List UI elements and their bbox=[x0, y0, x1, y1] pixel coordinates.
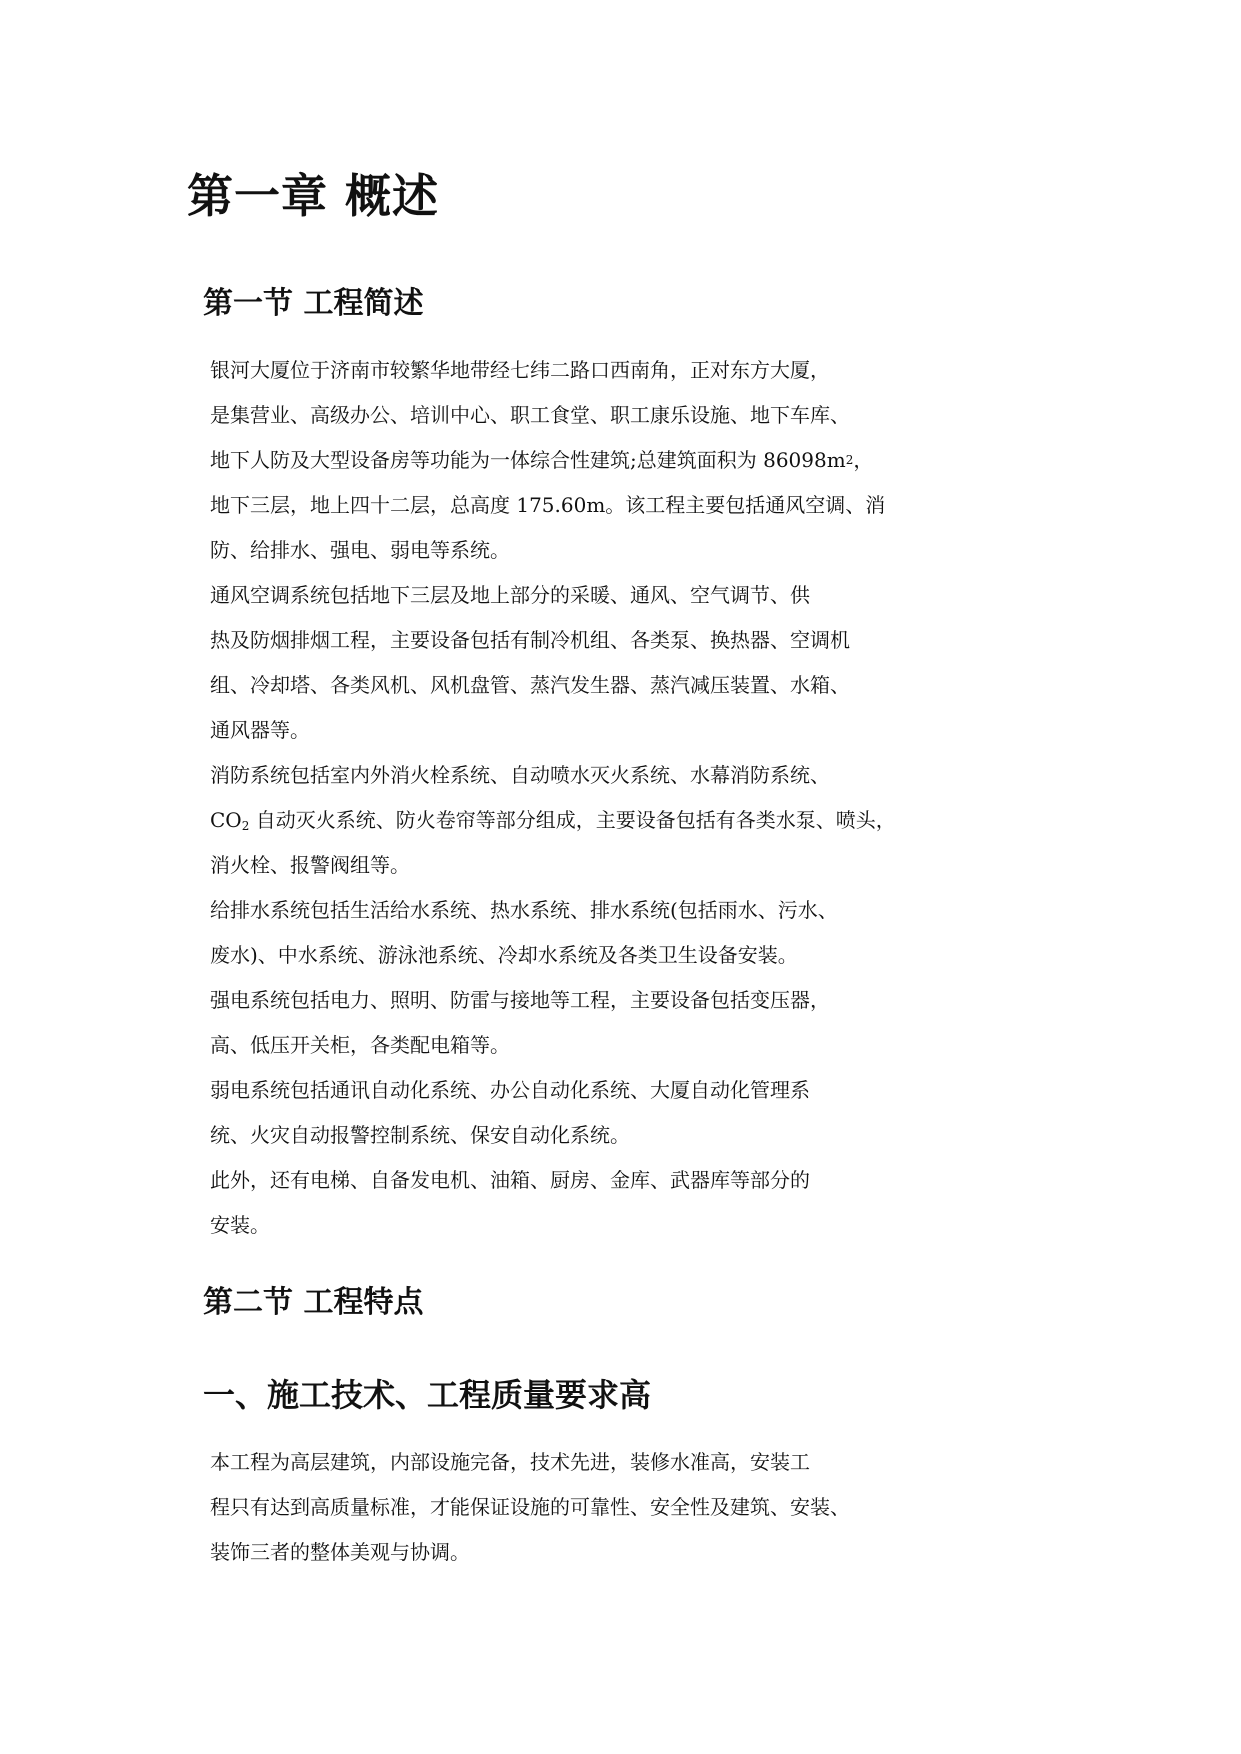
quality-paragraphs bbox=[210, 1440, 970, 1575]
project-overview-paragraphs bbox=[210, 348, 970, 1248]
text-line: 装饰三者的整体美观与协调。 bbox=[210, 1540, 470, 1564]
text-line-segment: 自动灭火系统、防火卷帘等部分组成，主要设备包括有各类水泵、喷头， bbox=[249, 808, 896, 832]
section-title-project-overview: 第一节 工程简述 bbox=[203, 286, 424, 321]
text-line: 防、给排水、强电、弱电等系统。 bbox=[210, 538, 510, 562]
text-line: 通风空调系统包括地下三层及地上部分的采暖、通风、空气调节、供 bbox=[210, 583, 810, 607]
text-line-segment: CO bbox=[210, 808, 242, 832]
superscript-2: 2 bbox=[845, 453, 854, 467]
text-line: 给排水系统包括生活给水系统、热水系统、排水系统(包括雨水、污水、 bbox=[210, 898, 838, 922]
text-line: 强电系统包括电力、照明、防雷与接地等工程，主要设备包括变压器， bbox=[210, 988, 830, 1012]
text-line bbox=[210, 438, 970, 483]
text-line: 通风器等。 bbox=[210, 718, 310, 742]
text-line: 组、冷却塔、各类风机、风机盘管、蒸汽发生器、蒸汽减压装置、水箱、 bbox=[210, 673, 850, 697]
subsection-title-quality: 一、施工技术、工程质量要求高 bbox=[203, 1376, 652, 1414]
chapter-title: 第一章 概述 bbox=[187, 169, 440, 223]
text-line: 弱电系统包括通讯自动化系统、办公自动化系统、大厦自动化管理系 bbox=[210, 1078, 810, 1102]
subscript-2: 2 bbox=[241, 819, 250, 833]
text-line: 地下三层，地上四十二层，总高度 175.60m。该工程主要包括通风空调、消 bbox=[210, 493, 886, 517]
text-line: 消防系统包括室内外消火栓系统、自动喷水灭火系统、水幕消防系统、 bbox=[210, 763, 830, 787]
text-line: 是集营业、高级办公、培训中心、职工食堂、职工康乐设施、地下车库、 bbox=[210, 403, 850, 427]
text-line: 本工程为高层建筑，内部设施完备，技术先进，装修水准高，安装工 bbox=[210, 1450, 810, 1474]
text-line: 消火栓、报警阀组等。 bbox=[210, 853, 410, 877]
text-line: 此外，还有电梯、自备发电机、油箱、厨房、金库、武器库等部分的 bbox=[210, 1168, 810, 1192]
text-line: 程只有达到高质量标准，才能保证设施的可靠性、安全性及建筑、安装、 bbox=[210, 1495, 850, 1519]
text-line: 废水)、中水系统、游泳池系统、冷却水系统及各类卫生设备安装。 bbox=[210, 943, 798, 967]
text-line: 统、火灾自动报警控制系统、保安自动化系统。 bbox=[210, 1123, 630, 1147]
text-line-segment: 地下人防及大型设备房等功能为一体综合性建筑;总建筑面积为 86098m bbox=[210, 448, 846, 472]
text-line: 安装。 bbox=[210, 1213, 270, 1237]
text-line-segment: ， bbox=[853, 448, 874, 472]
text-line: 高、低压开关柜，各类配电箱等。 bbox=[210, 1033, 510, 1057]
text-line: 热及防烟排烟工程，主要设备包括有制冷机组、各类泵、换热器、空调机 bbox=[210, 628, 850, 652]
section-title-project-features: 第二节 工程特点 bbox=[203, 1285, 424, 1320]
text-line: 银河大厦位于济南市较繁华地带经七纬二路口西南角，正对东方大厦， bbox=[210, 358, 830, 382]
text-line bbox=[210, 798, 970, 843]
